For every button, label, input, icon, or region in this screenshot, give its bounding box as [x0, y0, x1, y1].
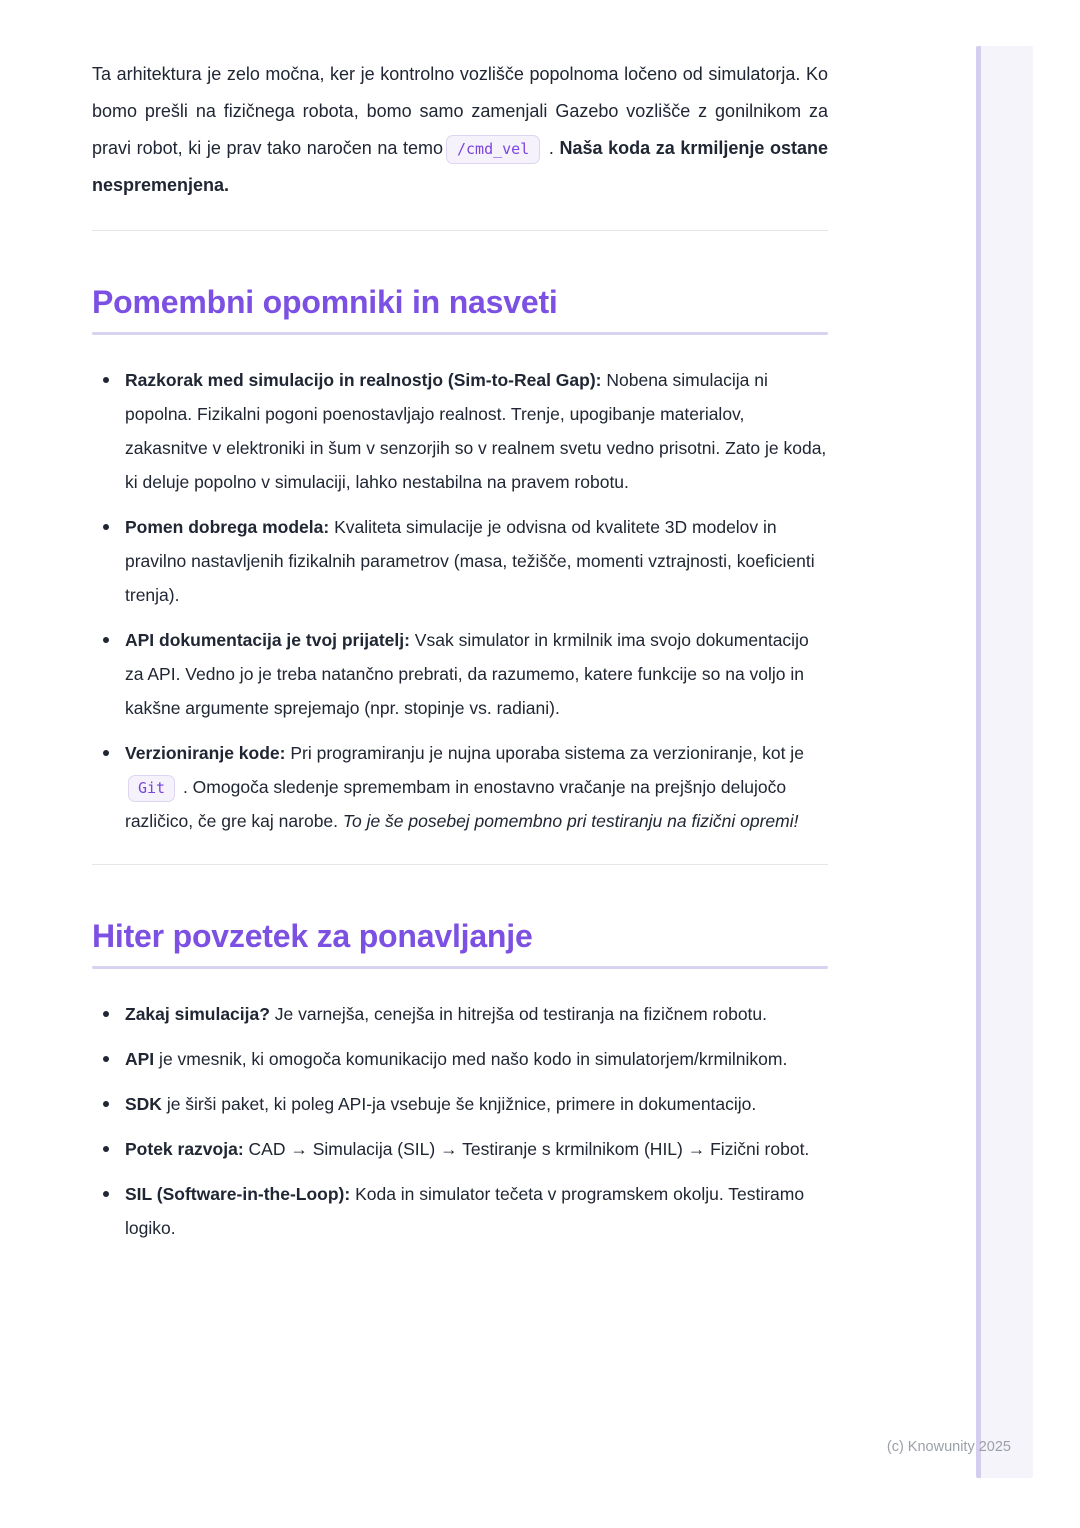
reminders-bullet-list: [92, 363, 828, 838]
list-item-why-simulation: [92, 997, 828, 1031]
bullet-text: je širši paket, ki poleg API-ja vsebuje še knjižnice, primere in dokumentacijo.: [161, 1094, 757, 1114]
bullet-text: CAD → Simulacija (SIL) → Testiranje s krmilnikom (HIL) → Fizični robot.: [243, 1139, 810, 1159]
bullet-lead: SIL (Software-in-the-Loop):: [125, 1184, 351, 1204]
git-code-chip: Git: [128, 775, 175, 802]
intro-period: .: [543, 138, 560, 158]
bullet-lead: API dokumentacija je tvoj prijatelj:: [125, 630, 410, 650]
list-item-api-docs: [92, 623, 828, 725]
list-item-sil: [92, 1177, 828, 1245]
bullet-lead: Potek razvoja:: [125, 1139, 244, 1159]
bullet-text: je vmesnik, ki omogoča komunikacijo med našo kodo in simulatorjem/krmilnikom.: [154, 1049, 788, 1069]
list-item-api: [92, 1042, 828, 1076]
list-item-sim-to-real: [92, 363, 828, 499]
section-divider: [92, 230, 828, 231]
document-content: [92, 56, 828, 1245]
title-underline: [92, 332, 828, 335]
section-divider: [92, 864, 828, 865]
title-underline: [92, 966, 828, 969]
bullet-text: Kvaliteta simulacije je odvisna od kvalitete 3D modelov in pravilno nastavljenih fizikalnih parametrov (masa, težišče, momenti vztrajnosti, koeficienti trenja).: [125, 517, 815, 605]
list-item-model-quality: [92, 510, 828, 612]
bullet-lead: Verzioniranje kode:: [125, 743, 286, 763]
section-title-summary: Hiter povzetek za ponavljanje: [92, 918, 533, 954]
cmd-vel-code-chip: /cmd_vel: [446, 135, 540, 164]
bullet-lead: Zakaj simulacija?: [125, 1004, 270, 1024]
bullet-text: Nobena simulacija ni popolna. Fizikalni pogoni poenostavljajo realnost. Trenje, upogibanje materialov, zakasnitve v elektroniki in šum v senzorjih so v realnem svetu vedno prisotni. Zato je koda, ki deluje popolno v simulaciji, lahko nestabilna na pravem robotu.: [125, 370, 827, 492]
bullet-lead: API: [125, 1049, 155, 1069]
intro-text: Ta arhitektura je zelo močna, ker je kontrolno vozlišče popolnoma ločeno od simulatorja. Ko bomo prešli na fizičnega robota, bomo samo zamenjali Gazebo vozlišče z gonilnikom za pravi robot, ki je prav tako naročen na temo: [92, 64, 828, 158]
bullet-text: . Omogoča sledenje spremembam in enostavno vračanje na prejšnjo delujočo različico, če gre kaj narobe.: [125, 777, 787, 831]
list-item-dev-flow: [92, 1132, 828, 1166]
bullet-text: Je varnejša, cenejša in hitrejša od testiranja na fizičnem robotu.: [269, 1004, 768, 1024]
bullet-lead: SDK: [125, 1094, 162, 1114]
copyright-footer: (c) Knowunity 2025: [886, 1439, 1011, 1455]
section-summary: [92, 915, 828, 1245]
intro-paragraph: [92, 56, 828, 204]
bullet-text: Koda in simulator tečeta v programskem okolju. Testiramo logiko.: [125, 1184, 805, 1238]
intro-bold-text: Naša koda za krmiljenje ostane nespremenjena.: [92, 138, 828, 195]
bullet-lead: Razkorak med simulacijo in realnostjo (Sim-to-Real Gap):: [125, 370, 602, 390]
list-item-versioning: [92, 736, 828, 838]
section-reminders: [92, 281, 828, 838]
bullet-text: Pri programiranju je nujna uporaba sistema za verzioniranje, kot je: [285, 743, 804, 763]
section-title-reminders: Pomembni opomniki in nasveti: [92, 284, 558, 320]
list-item-sdk: [92, 1087, 828, 1121]
bullet-lead: Pomen dobrega modela:: [125, 517, 330, 537]
side-strip: [976, 46, 1033, 1478]
bullet-italic-note: To je še posebej pomembno pri testiranju na fizični opremi!: [342, 811, 799, 831]
bullet-text: Vsak simulator in krmilnik ima svojo dokumentacijo za API. Vedno jo je treba natančno prebrati, da razumemo, katere funkcije so na voljo in kakšne argumente sprejemajo (npr. stopinje vs. radiani).: [125, 630, 809, 718]
summary-bullet-list: [92, 997, 828, 1245]
